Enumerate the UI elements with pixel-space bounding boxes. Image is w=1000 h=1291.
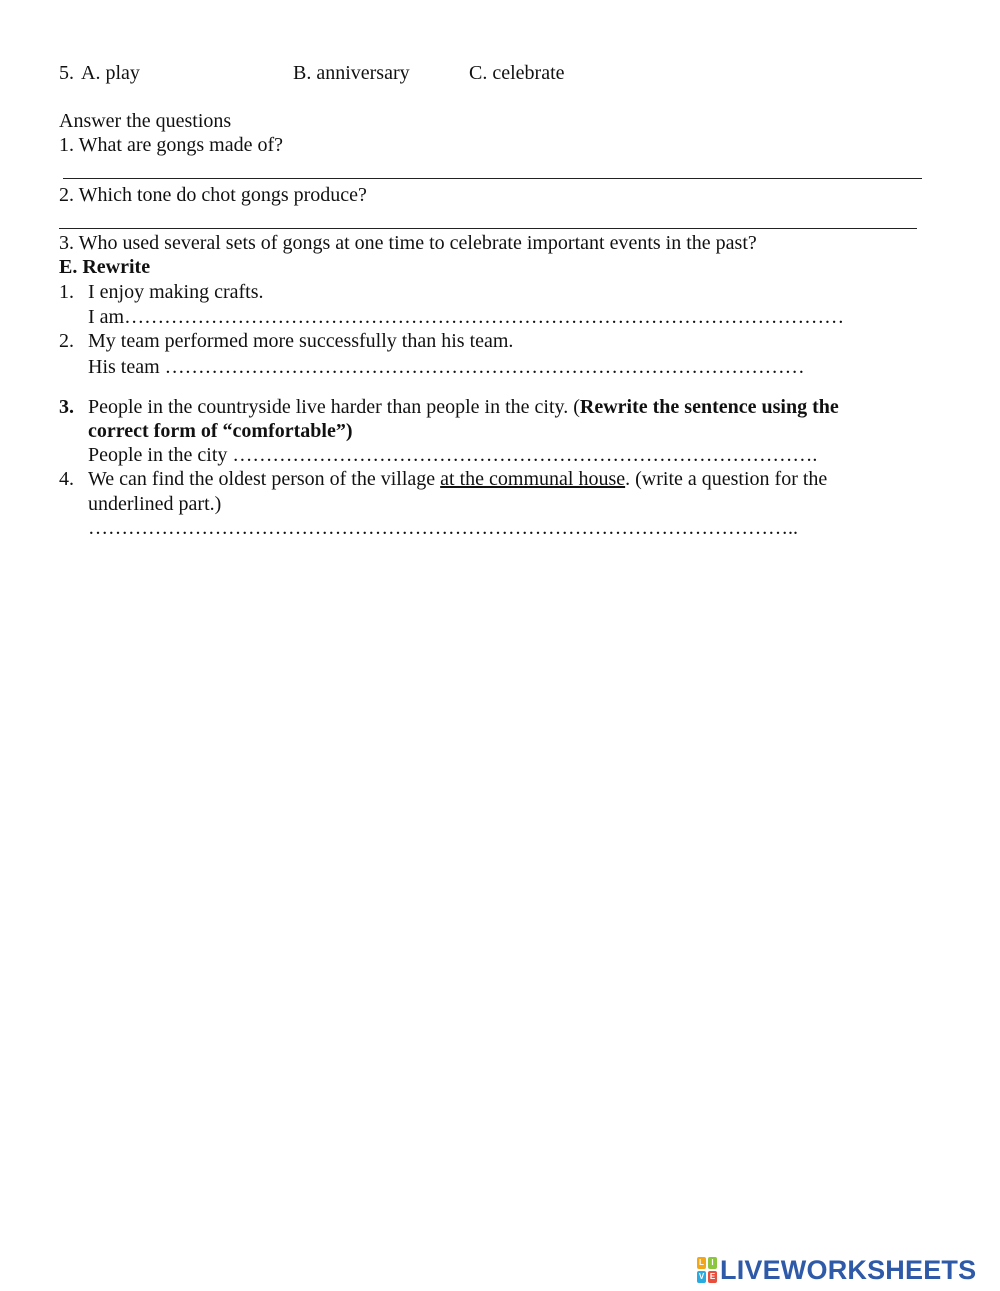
question-2: 2. Which tone do chot gongs produce?	[59, 184, 367, 206]
logo-block-v: V	[698, 1272, 705, 1281]
rewrite-item-4-number: 4.	[59, 468, 74, 490]
liveworksheets-logo	[697, 1253, 976, 1287]
mcq-number: 5.	[59, 62, 74, 84]
answer-questions-heading: Answer the questions	[59, 110, 232, 132]
rewrite-item-4-answer[interactable]: ……………………………………………………………………………………………..	[88, 517, 798, 539]
rewrite-item-2-number: 2.	[59, 330, 74, 352]
mcq-option-c: C. celebrate	[469, 62, 565, 84]
mcq-option-b: B. anniversary	[293, 62, 410, 84]
logo-text: LIVEWORKSHEETS	[720, 1255, 977, 1285]
logo-block-e: E	[709, 1272, 716, 1281]
rewrite-item-1-number: 1.	[59, 281, 74, 303]
rewrite-item-4-text-before: We can find the oldest person of the village	[88, 468, 441, 490]
answer-line-1[interactable]	[63, 178, 922, 179]
mcq-question-5	[59, 61, 140, 85]
logo-blocks-icon	[697, 1257, 717, 1283]
rewrite-item-3-sentence: People in the countryside live harder than people in the city. (	[88, 396, 580, 418]
logo-block-i: I	[708, 1257, 717, 1269]
rewrite-item-3-number: 3.	[59, 396, 74, 418]
rewrite-item-1-answer[interactable]: I am………………………………………………………………………………………………	[88, 306, 845, 328]
rewrite-item-1-text: I enjoy making crafts.	[88, 281, 264, 303]
rewrite-item-4-text	[88, 467, 827, 491]
rewrite-item-3-instruction-b: correct form of “comfortable”)	[88, 420, 353, 442]
rewrite-item-3-answer[interactable]: People in the city …………………………………………………………………………….	[88, 444, 818, 466]
logo-block-l: L	[697, 1257, 706, 1269]
rewrite-heading: E. Rewrite	[59, 256, 151, 278]
rewrite-item-4-text-after: . (write a question for the	[625, 468, 828, 490]
rewrite-item-3-text	[88, 395, 839, 419]
question-1: 1. What are gongs made of?	[59, 134, 283, 156]
question-3: 3. Who used several sets of gongs at one time to celebrate important events in the past?	[59, 232, 757, 254]
answer-line-2[interactable]	[59, 228, 917, 229]
mcq-option-a: A. play	[81, 62, 140, 84]
rewrite-item-2-answer[interactable]: His team ……………………………………………………………………………………	[88, 356, 805, 378]
rewrite-item-2-text: My team performed more successfully than his team.	[88, 330, 514, 352]
rewrite-item-4-text-line2: underlined part.)	[88, 493, 222, 515]
rewrite-item-3-instruction-a: Rewrite the sentence using the	[579, 396, 839, 418]
rewrite-item-4-underlined: at the communal house	[440, 468, 626, 490]
